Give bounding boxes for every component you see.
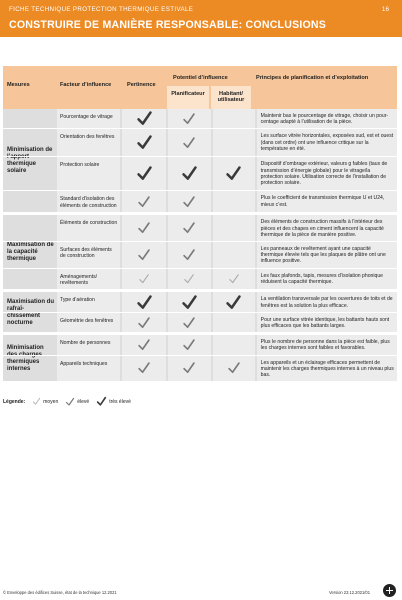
cell-pertinence bbox=[122, 313, 165, 332]
footer-copyright: © Enveloppe des édifices Suisse, état de la technique 12.2021 bbox=[3, 590, 117, 595]
cell-principle: Les faux plafonds, tapis, mesures d’isolation phonique réduisent la capacité thermique. bbox=[257, 269, 397, 289]
check-very-high-icon bbox=[96, 396, 107, 407]
table-row bbox=[3, 191, 397, 213]
check-high-icon bbox=[182, 112, 196, 126]
cell-pertinence bbox=[122, 356, 165, 382]
check-high-icon bbox=[182, 221, 196, 235]
page-header bbox=[0, 0, 402, 37]
group-label: Maximisation du rafraîchissement nocturne bbox=[7, 298, 55, 326]
check-very-high-icon bbox=[136, 134, 153, 151]
cell-habitant bbox=[213, 191, 254, 212]
cell-pertinence bbox=[122, 292, 165, 311]
cell-factor: Appareils techniques bbox=[57, 356, 120, 382]
cell-habitant bbox=[213, 335, 254, 354]
cell-habitant bbox=[213, 356, 254, 382]
cell-factor: Éléments de construction bbox=[57, 215, 120, 241]
cell-habitant bbox=[213, 313, 254, 332]
cell-planificateur bbox=[168, 335, 211, 354]
check-very-high-icon bbox=[225, 294, 242, 311]
footer-version: Version 23.12.2021/01 bbox=[329, 590, 370, 595]
check-high-icon bbox=[227, 361, 241, 375]
cell-planificateur bbox=[168, 109, 211, 128]
group-label: Minimisation des charges thermiques internes bbox=[7, 344, 44, 372]
cell-planificateur bbox=[168, 269, 211, 289]
group-label: Maximisation de la capacité thermique bbox=[7, 242, 54, 263]
check-medium-icon bbox=[138, 273, 150, 285]
cell-principle: Les panneaux de revêtement ayant une capacité thermique élevée tels que les plaques de plâtre ont une influence positive. bbox=[257, 242, 397, 268]
cell-pertinence bbox=[122, 129, 165, 156]
check-high-icon bbox=[182, 338, 196, 352]
cell-pertinence bbox=[122, 335, 165, 354]
col-potentiel: Potentiel d’influence bbox=[173, 75, 228, 81]
table-body bbox=[3, 109, 397, 384]
cell-factor: Type d’aération bbox=[57, 292, 120, 311]
cell-factor: Standard d’isolation des éléments de construction bbox=[57, 191, 120, 212]
check-high-icon bbox=[182, 248, 196, 262]
check-very-high-icon bbox=[181, 294, 198, 311]
check-medium-icon bbox=[32, 397, 41, 406]
cell-factor: Orientation des fenêtres bbox=[57, 129, 120, 156]
page-number: 16 bbox=[381, 6, 389, 13]
table-group bbox=[3, 335, 397, 384]
cell-habitant bbox=[213, 157, 254, 190]
table-group bbox=[3, 109, 397, 215]
swiss-cross-logo bbox=[383, 584, 396, 597]
cell-planificateur bbox=[168, 157, 211, 190]
cell-principle: Les appareils et un éclairage efficaces permettent de maintenir les charges thermiques internes à un niveau plus bas. bbox=[257, 356, 397, 382]
check-high-icon bbox=[182, 195, 196, 209]
col-principes: Principes de planification et d’exploitation bbox=[256, 75, 369, 81]
legend-item-moyen bbox=[30, 397, 58, 406]
table-row bbox=[3, 109, 397, 129]
cell-principle: Plus le nombre de personne dans la pièce est faible, plus les charges internes sont faibles et favorables. bbox=[257, 335, 397, 354]
cell-planificateur bbox=[168, 356, 211, 382]
cell-factor: Aménagements/ revêtements bbox=[57, 269, 120, 289]
check-high-icon bbox=[137, 195, 151, 209]
cell-principle: Dispositif d’ombrage extérieur, valeurs g faibles (taux de transmission d’énergie globale) pour le vitrage/la protection solaire. Utilisation correcte de l’installation de protection solaire. bbox=[257, 157, 397, 190]
check-medium-icon bbox=[228, 273, 240, 285]
table-group bbox=[3, 292, 397, 335]
cell-pertinence bbox=[122, 109, 165, 128]
page-title: CONSTRUIRE DE MANIÈRE RESPONSABLE: CONCLUSIONS bbox=[9, 19, 327, 31]
cell-habitant bbox=[213, 215, 254, 241]
cell-habitant bbox=[213, 109, 254, 128]
cell-pertinence bbox=[122, 157, 165, 190]
check-high-icon bbox=[137, 361, 151, 375]
legend-tres-eleve-label: très élevé bbox=[109, 398, 131, 405]
check-very-high-icon bbox=[225, 165, 242, 182]
col-habitant: Habitant/ utilisateur bbox=[211, 86, 251, 109]
table-row bbox=[3, 356, 397, 383]
cell-planificateur bbox=[168, 129, 211, 156]
cell-planificateur bbox=[168, 242, 211, 268]
cell-factor: Pourcentage de vitrage bbox=[57, 109, 120, 128]
check-very-high-icon bbox=[136, 165, 153, 182]
table-row bbox=[3, 215, 397, 242]
header-kicker: FICHE TECHNIQUE PROTECTION THERMIQUE ESTIVALE bbox=[9, 6, 194, 13]
cell-habitant bbox=[213, 129, 254, 156]
cell-habitant bbox=[213, 292, 254, 311]
cell-factor: Géométrie des fenêtres bbox=[57, 313, 120, 332]
check-high-icon bbox=[182, 136, 196, 150]
table-row bbox=[3, 242, 397, 269]
cell-planificateur bbox=[168, 215, 211, 241]
table-row bbox=[3, 269, 397, 290]
table-row bbox=[3, 157, 397, 191]
check-high-icon bbox=[182, 361, 196, 375]
check-very-high-icon bbox=[181, 165, 198, 182]
legend-item-eleve bbox=[63, 397, 89, 407]
table-header bbox=[3, 66, 397, 109]
cell-principle: Des éléments de construction massifs à l’intérieur des pièces et des chapes en ciment influencent la capacité thermique de la pièce de manière positive. bbox=[257, 215, 397, 241]
legend-label: Légende: bbox=[3, 398, 26, 405]
cell-pertinence bbox=[122, 269, 165, 289]
legend-eleve-label: élevé bbox=[77, 398, 90, 405]
cell-pertinence bbox=[122, 242, 165, 268]
check-high-icon bbox=[137, 316, 151, 330]
cell-principle: Maintenir bas le pourcentage de vitrage, choisir un pourcentage adapté à l’utilisation de la pièce. bbox=[257, 109, 397, 128]
cell-pertinence bbox=[122, 215, 165, 241]
check-high-icon bbox=[182, 316, 196, 330]
table-group bbox=[3, 215, 397, 292]
cell-factor: Surfaces des éléments de construction bbox=[57, 242, 120, 268]
cell-factor: Nombre de personnes bbox=[57, 335, 120, 354]
legend bbox=[3, 396, 131, 407]
check-high-icon bbox=[137, 338, 151, 352]
cell-principle: Les surface vitrée horizontales, exposées sud, est et ouest (dans cet ordre) ont une influence critique sur la température en été. bbox=[257, 129, 397, 156]
table-row bbox=[3, 335, 397, 355]
group-label: Minimisation de l’apport thermique solaire bbox=[7, 147, 53, 175]
col-planificateur: Planificateur bbox=[167, 86, 209, 109]
legend-moyen-label: moyen bbox=[43, 398, 59, 405]
table-row bbox=[3, 292, 397, 312]
col-mesures: Mesures bbox=[7, 82, 30, 88]
cell-principle: Plus le coefficient de transmission thermique U et U24, mieux c’est. bbox=[257, 191, 397, 212]
check-very-high-icon bbox=[136, 110, 153, 127]
check-high-icon bbox=[137, 221, 151, 235]
check-high-icon bbox=[137, 248, 151, 262]
check-medium-icon bbox=[183, 273, 195, 285]
cell-principle: Pour une surface vitrée identique, les battants hauts sont plus efficaces que les battants larges. bbox=[257, 313, 397, 332]
cell-pertinence bbox=[122, 191, 165, 212]
check-very-high-icon bbox=[136, 294, 153, 311]
cell-habitant bbox=[213, 269, 254, 289]
cell-planificateur bbox=[168, 292, 211, 311]
cell-habitant bbox=[213, 242, 254, 268]
table-row bbox=[3, 129, 397, 157]
cell-planificateur bbox=[168, 313, 211, 332]
cell-planificateur bbox=[168, 191, 211, 212]
legend-item-tres-eleve bbox=[94, 396, 131, 407]
col-facteur: Facteur d’influence bbox=[60, 82, 112, 88]
conclusions-table bbox=[3, 66, 397, 384]
cell-principle: La ventilation transversale par les ouvertures de toits et de fenêtres est la solution la plus efficace. bbox=[257, 292, 397, 311]
cell-factor: Protection solaire bbox=[57, 157, 120, 190]
table-row bbox=[3, 313, 397, 333]
check-high-icon bbox=[65, 397, 75, 407]
col-pertinence: Pertinence bbox=[127, 82, 156, 88]
